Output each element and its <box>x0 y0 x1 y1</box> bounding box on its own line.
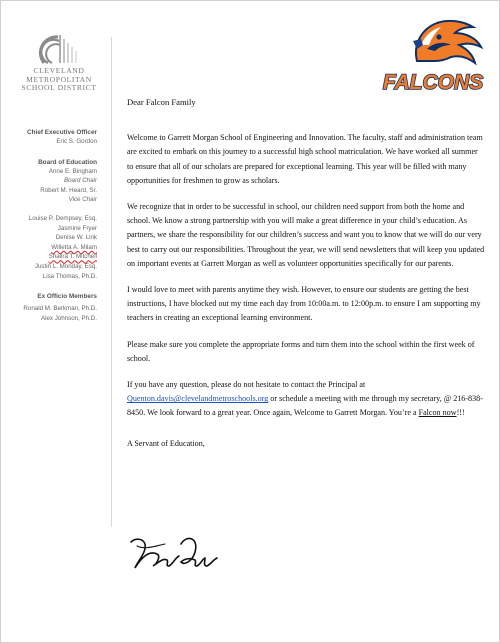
letter-body <box>127 95 485 451</box>
district-name-line-3: SCHOOL DISTRICT <box>21 83 97 93</box>
vice-chair-role: Vice Chair <box>68 196 97 204</box>
board-member: Louise P. Dempsey, Esq. <box>28 214 97 222</box>
chair-role: Board Chair <box>63 177 97 185</box>
closing: A Servant of Education, <box>127 438 205 448</box>
board-member: Denise W. Link <box>55 234 97 242</box>
paragraph-2: We recognize that in order to be successful in school, our children need support from both the home and school. We know a strong partnership with you will make a great difference in your child’s education. As partners, we share the responsibility for our children’s success and want you to know that we will do our very best to carry out our responsibilities. Throughout the year, we will send newsletters that will keep you updated on important events at Garrett Morgan as well as volunteer opportunities specifically for our parents. <box>127 202 485 268</box>
exofficio-member: Alex Johnson, Ph.D. <box>40 314 97 322</box>
paragraph-4: Please make sure you complete the appropriate forms and turn them into the school within the first week of school. <box>127 339 475 363</box>
falcon-now-text: Falcon now <box>418 408 457 418</box>
district-logo-icon <box>34 31 84 65</box>
district-name-line-1: CLEVELAND <box>33 66 85 75</box>
district-logo <box>17 31 101 93</box>
paragraph-5 <box>127 378 485 421</box>
falcons-logo-icon <box>377 15 485 101</box>
exofficio-heading: Ex Officio Members <box>37 293 97 301</box>
handwritten-signature-icon <box>125 528 225 582</box>
ceo-name: Eric S. Gordon <box>56 138 97 145</box>
board-member: Lisa Thomas, Ph.D. <box>42 272 97 280</box>
paragraph-1: Welcome to Garrett Morgan School of Engineering and Innovation. The faculty, staff and administration team are excited to embark on this journey to a successful high school matriculation. We have worked all summer to ensure that all of our scholars are prepared for exceptional learning. This year will be filled with many opportunities for freshmen to grow as scholars. <box>127 133 483 185</box>
paragraph-5-middle: or schedule a meeting with me through my secretary, @ 216-838-8450. We look forward to a great year. Once again, Welcome to Garrett Morgan. You’re a <box>127 394 483 418</box>
board-member: Jasmine Fryer <box>57 224 97 232</box>
board-member: Shalira T. Mitchell <box>48 253 97 261</box>
board-member: Willetta A. Milam <box>51 243 97 251</box>
letterhead-sidebar <box>9 129 97 323</box>
board-member: Justin L. Monday, Esq. <box>34 262 97 270</box>
paragraph-5-end: !!! <box>456 408 465 418</box>
paragraph-3: I would love to meet with parents anytime they wish. However, to ensure our students are getting the best instructions, I have blocked out my time each day from 10:00a.m. to 12:00p.m. to ensure I am supporting my teachers in creating an exceptional learning environment. <box>127 285 481 323</box>
falcons-wordmark: FALCONS <box>382 71 484 94</box>
vertical-divider <box>111 37 112 527</box>
paragraph-5-intro: If you have any question, please do not hesitate to contact the Principal at <box>127 380 366 390</box>
district-name-line-2: METROPOLITAN <box>26 74 92 84</box>
vice-chair-name: Robert M. Heard, Sr. <box>40 186 97 194</box>
chair-name: Anne E. Bingham <box>48 167 97 175</box>
ceo-heading: Chief Executive Officer <box>27 129 97 136</box>
board-heading: Board of Education <box>38 158 97 166</box>
exofficio-member: Ronald M. Berkman, Ph.D. <box>23 305 97 313</box>
principal-email-link[interactable]: Quenton.davis@clevelandmetroschools.org <box>127 394 269 404</box>
salutation: Dear Falcon Family <box>127 97 196 107</box>
